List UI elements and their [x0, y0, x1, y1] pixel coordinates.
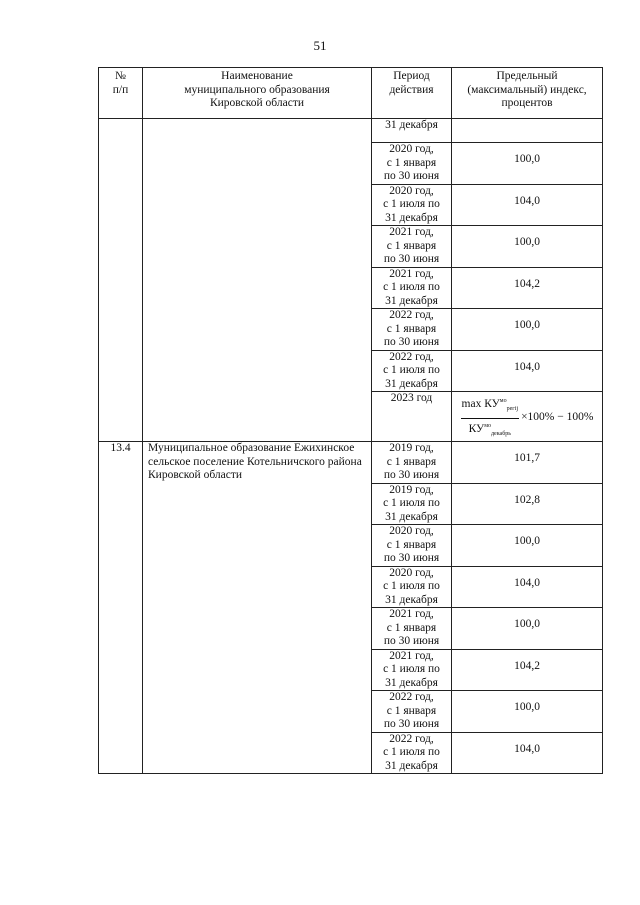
period-cell: 2019 год, с 1 января по 30 июня [372, 442, 452, 484]
index-cell: 100,0 [452, 608, 603, 650]
municipality-name: Муниципальное образование Ежихинское сельское поселение Котельничского района Кировской области [143, 442, 372, 774]
period-cell: 2020 год, с 1 января по 30 июня [372, 525, 452, 567]
index-cell: 104,0 [452, 350, 603, 392]
index-cell: 100,0 [452, 691, 603, 733]
municipality-name-empty [143, 119, 372, 442]
index-formula [461, 395, 594, 441]
formula-denominator: $КУ^{мо}_{декабрь}$ [468, 422, 511, 437]
period-cell: 2021 год, с 1 января по 30 июня [372, 608, 452, 650]
period-cell: 2022 год, с 1 июля по 31 декабря [372, 350, 452, 392]
index-cell: 100,0 [452, 309, 603, 351]
row-number: 13.4 [99, 442, 143, 774]
index-cell: 100,0 [452, 525, 603, 567]
formula-tail: ×100% − 100% [521, 411, 594, 424]
index-formula-cell [452, 392, 603, 442]
index-cell: 101,7 [452, 442, 603, 484]
period-cell: 2021 год, с 1 января по 30 июня [372, 226, 452, 268]
table-row [99, 119, 603, 143]
index-cell: 100,0 [452, 143, 603, 185]
period-cell: 2019 год, с 1 июля по 31 декабря [372, 483, 452, 525]
period-cell: 2022 год, с 1 января по 30 июня [372, 691, 452, 733]
table-row [99, 442, 603, 484]
period-cell: 2023 год [372, 392, 452, 442]
index-cell: 104,0 [452, 184, 603, 226]
row-number-empty [99, 119, 143, 442]
period-cell: 2020 год, с 1 января по 30 июня [372, 143, 452, 185]
formula-numerator: $\max КУ^{мо}_{регij}$ [461, 395, 520, 419]
index-cell: 100,0 [452, 226, 603, 268]
table-header-row [99, 68, 603, 119]
period-cell: 2021 год, с 1 июля по 31 декабря [372, 267, 452, 309]
index-cell: 104,0 [452, 732, 603, 774]
header-period: Период действия [372, 68, 452, 119]
page-number: 51 [313, 38, 327, 53]
index-cell: 102,8 [452, 483, 603, 525]
period-cell: 2022 год, с 1 июля по 31 декабря [372, 732, 452, 774]
index-cell: 104,0 [452, 566, 603, 608]
period-cell: 2020 год, с 1 июля по 31 декабря [372, 184, 452, 226]
header-index: Предельный (максимальный) индекс, процентов [452, 68, 603, 119]
period-cell: 2021 год, с 1 июля по 31 декабря [372, 649, 452, 691]
index-cell: 104,2 [452, 649, 603, 691]
period-cell: 31 декабря [372, 119, 452, 143]
header-number: № п/п [99, 68, 143, 119]
tariff-index-table [98, 67, 603, 774]
index-cell [452, 119, 603, 143]
period-cell: 2020 год, с 1 июля по 31 декабря [372, 566, 452, 608]
index-cell: 104,2 [452, 267, 603, 309]
header-municipality: Наименование муниципального образования Кировской области [143, 68, 372, 119]
period-cell: 2022 год, с 1 января по 30 июня [372, 309, 452, 351]
